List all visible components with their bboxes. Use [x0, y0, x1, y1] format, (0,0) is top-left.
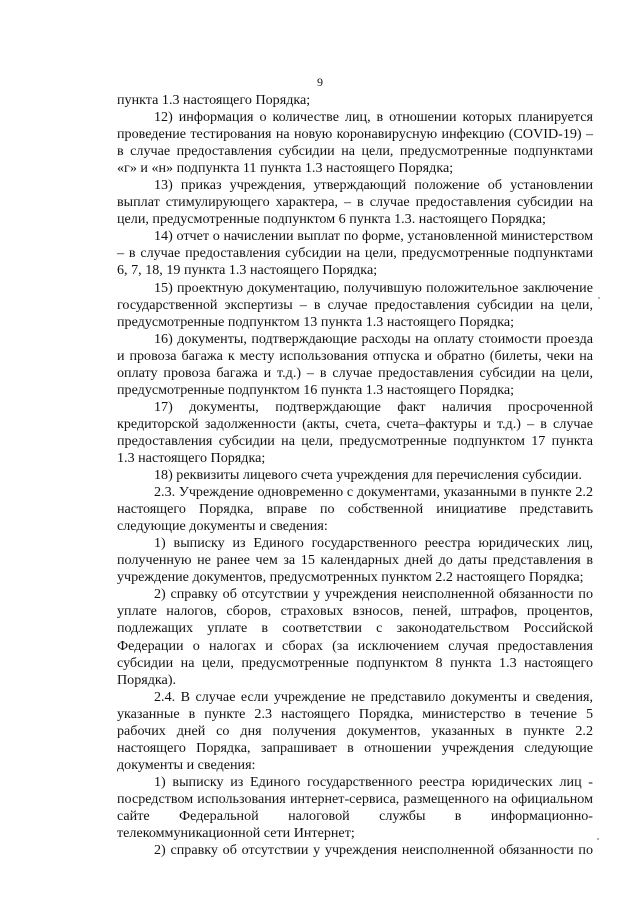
paragraph-2-3-item-2: 2) справку об отсутствии у учреждения неисполненной обязанности по уплате налогов, сборов, страховых взносов, пеней, штрафов, процентов, подлежащих уплате в соответствии с законодательством Российской Федерации о налогах и сборах (за исключением случая предоставления субсидии на цели, предусмотренные подпунктом 8 пункта 1.3 настоящего Порядка).	[117, 586, 593, 688]
paragraph-item-13: 13) приказ учреждения, утверждающий положение об установлении выплат стимулирующего характера, – в случае предоставления субсидии на цели, предусмотренные подпунктом 6 пункта 1.3. настоящего Порядка;	[117, 177, 593, 228]
paragraph-2-3-item-1: 1) выписку из Единого государственного реестра юридических лиц, полученную не ранее чем за 15 календарных дней до даты представления в учреждение документов, предусмотренных пунктом 2.2 настоящего Порядка;	[117, 535, 593, 586]
scan-speck	[597, 838, 599, 840]
page-number: 9	[317, 75, 323, 89]
paragraph-2-4-item-1: 1) выписку из Единого государственного реестра юридических лиц - посредством использования интернет-сервиса, размещенного на официальном сайте Федеральной налоговой службы в информационно-телекоммуникационной сети Интернет;	[117, 773, 593, 842]
paragraph-2-4-item-2: 2) справку об отсутствии у учреждения неисполненной обязанности по	[154, 842, 593, 859]
paragraph-item-12: 12) информация о количестве лиц, в отношении которых планируется проведение тестирования на новую коронавирусную инфекцию (COVID-19) – в случае предоставления субсидии на цели, предусмотренные подпунктами «г» и «н» подпункта 11 пункта 1.3 настоящего Порядка;	[117, 109, 593, 177]
scan-speck	[598, 297, 600, 299]
paragraph-item-18: 18) реквизиты лицевого счета учреждения для перечисления субсидии.	[154, 467, 582, 484]
paragraph-section-2-4: 2.4. В случае если учреждение не представило документы и сведения, указанные в пункте 2.3 настоящего Порядка, министерство в течение 5 рабочих дней со дня получения документов, указанных в пункте 2.2 настоящего Порядка, запрашивает в отношении учреждения следующие документы и сведения:	[117, 688, 593, 773]
paragraph-item-14: 14) отчет о начислении выплат по форме, установленной министерством – в случае предоставления субсидии на цели, предусмотренные подпунктами 6, 7, 18, 19 пункта 1.3 настоящего Порядка;	[117, 228, 593, 279]
paragraph-item-16: 16) документы, подтверждающие расходы на оплату стоимости проезда и провоза багажа к месту использования отпуска и обратно (билеты, чеки на оплату провоза багажа и т.д.) – в случае предоставления субсидии на цели, предусмотренные подпунктом 16 пункта 1.3 настоящего Порядка;	[117, 330, 593, 398]
paragraph-item-17: 17) документы, подтверждающие факт наличия просроченной кредиторской задолженности (акты, счета, счета–фактуры и т.д.) – в случае предоставления субсидии на цели, предусмотренные подпунктом 17 пункта 1.3 настоящего Порядка;	[117, 398, 593, 466]
paragraph-continuation: пункта 1.3 настоящего Порядка;	[117, 92, 311, 108]
document-body	[117, 92, 593, 859]
paragraph-section-2-3: 2.3. Учреждение одновременно с документами, указанными в пункте 2.2 настоящего Порядка, вправе по собственной инициативе представить следующие документы и сведения:	[117, 484, 593, 535]
paragraph-item-15: 15) проектную документацию, получившую положительное заключение государственной экспертизы – в случае предоставления субсидии на цели, предусмотренные подпунктом 13 пункта 1.3 настоящего Порядка;	[117, 279, 593, 330]
